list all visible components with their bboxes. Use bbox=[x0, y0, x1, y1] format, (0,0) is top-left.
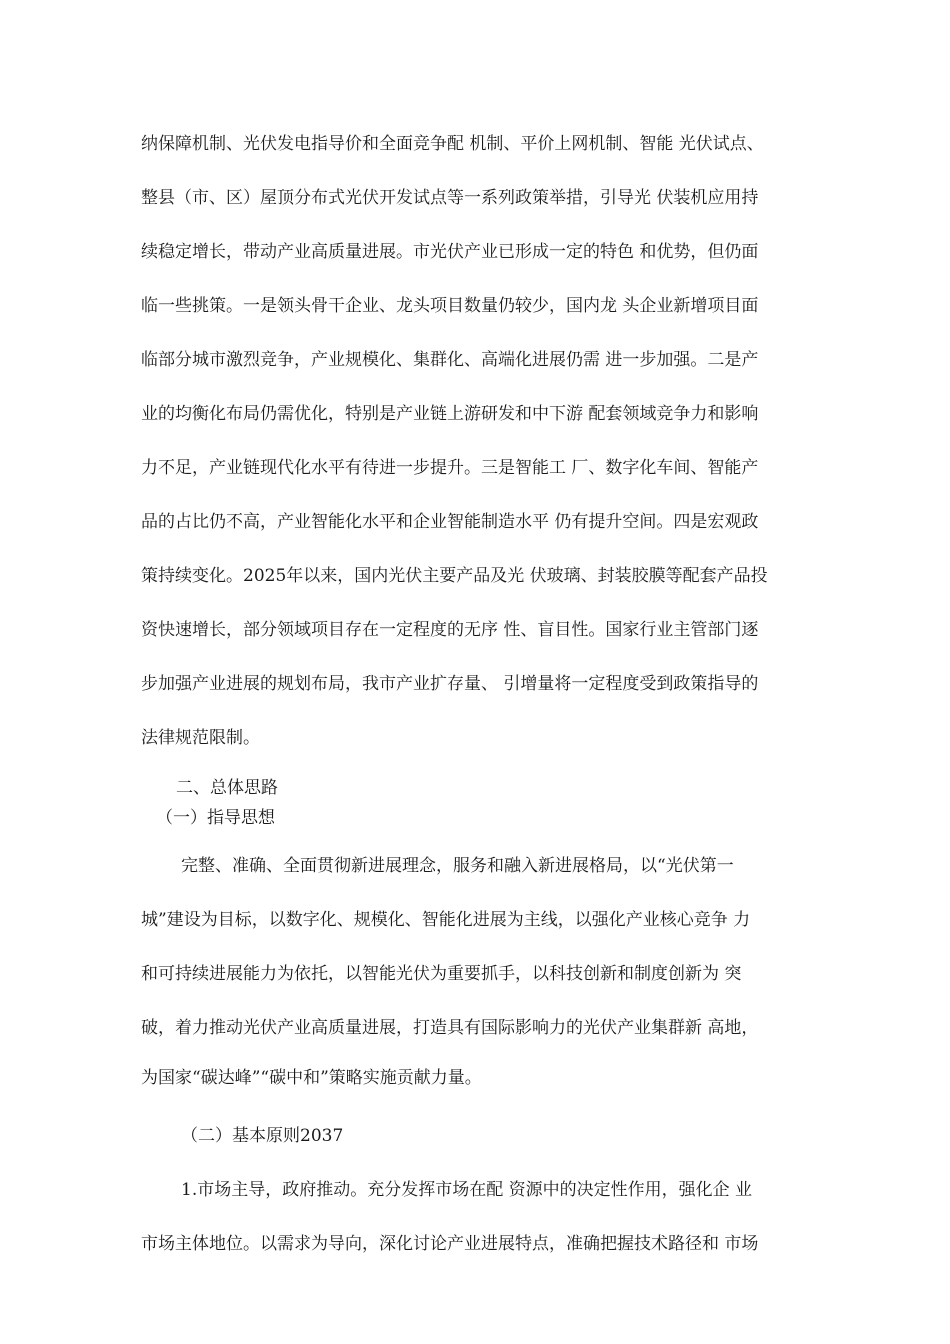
paragraph-line: 策持续变化。2025年以来，国内光伏主要产品及光 伏玻璃、封装胶膜等配套产品投 bbox=[141, 566, 768, 586]
paragraph-line: 为国家“碳达峰”“碳中和”策略实施贡献力量。 bbox=[141, 1068, 482, 1088]
paragraph-line: 力不足，产业链现代化水平有待进一步提升。三是智能工 厂、数字化车间、智能产 bbox=[141, 458, 759, 478]
paragraph-line: 业的均衡化布局仍需优化，特别是产业链上游研发和中下游 配套领域竞争力和影响 bbox=[141, 404, 759, 424]
paragraph-line: 完整、准确、全面贯彻新进展理念，服务和融入新进展格局，以“光伏第一 bbox=[181, 856, 734, 876]
paragraph-line: 整县（市、区）屋顶分布式光伏开发试点等一系列政策举措，引导光 伏装机应用持 bbox=[141, 188, 759, 208]
paragraph-line: 法律规范限制。 bbox=[141, 728, 260, 748]
paragraph-line: 临一些挑策。一是领头骨干企业、龙头项目数量仍较少，国内龙 头企业新增项目面 bbox=[141, 296, 759, 316]
paragraph-line: 步加强产业进展的规划布局，我市产业扩存量、 引增量将一定程度受到政策指导的 bbox=[141, 674, 759, 694]
paragraph-line: 和可持续进展能力为依托，以智能光伏为重要抓手，以科技创新和制度创新为 突 bbox=[141, 964, 742, 984]
section-heading: 二、总体思路 bbox=[176, 778, 278, 798]
paragraph-line: 品的占比仍不高，产业智能化水平和企业智能制造水平 仍有提升空间。四是宏观政 bbox=[141, 512, 759, 532]
subsection-heading: （二）基本原则2037 bbox=[181, 1126, 344, 1146]
paragraph-line: 城”建设为目标，以数字化、规模化、智能化进展为主线，以强化产业核心竞争 力 bbox=[141, 910, 751, 930]
paragraph-line: 市场主体地位。以需求为导向，深化讨论产业进展特点，准确把握技术路径和 市场 bbox=[141, 1234, 759, 1254]
paragraph-line: 临部分城市激烈竞争，产业规模化、集群化、高端化进展仍需 进一步加强。二是产 bbox=[141, 350, 759, 370]
paragraph-line: 破，着力推动光伏产业高质量进展，打造具有国际影响力的光伏产业集群新 高地， bbox=[141, 1018, 759, 1038]
subsection-heading: （一）指导思想 bbox=[156, 808, 275, 828]
paragraph-line: 资快速增长，部分领域项目存在一定程度的无序 性、盲目性。国家行业主管部门逐 bbox=[141, 620, 759, 640]
paragraph-line: 续稳定增长，带动产业高质量进展。市光伏产业已形成一定的特色 和优势，但仍面 bbox=[141, 242, 759, 262]
paragraph-line: 1.市场主导，政府推动。充分发挥市场在配 资源中的决定性作用，强化企 业 bbox=[181, 1180, 753, 1200]
paragraph-line: 纳保障机制、光伏发电指导价和全面竞争配 机制、平价上网机制、智能 光伏试点、 bbox=[141, 134, 764, 154]
